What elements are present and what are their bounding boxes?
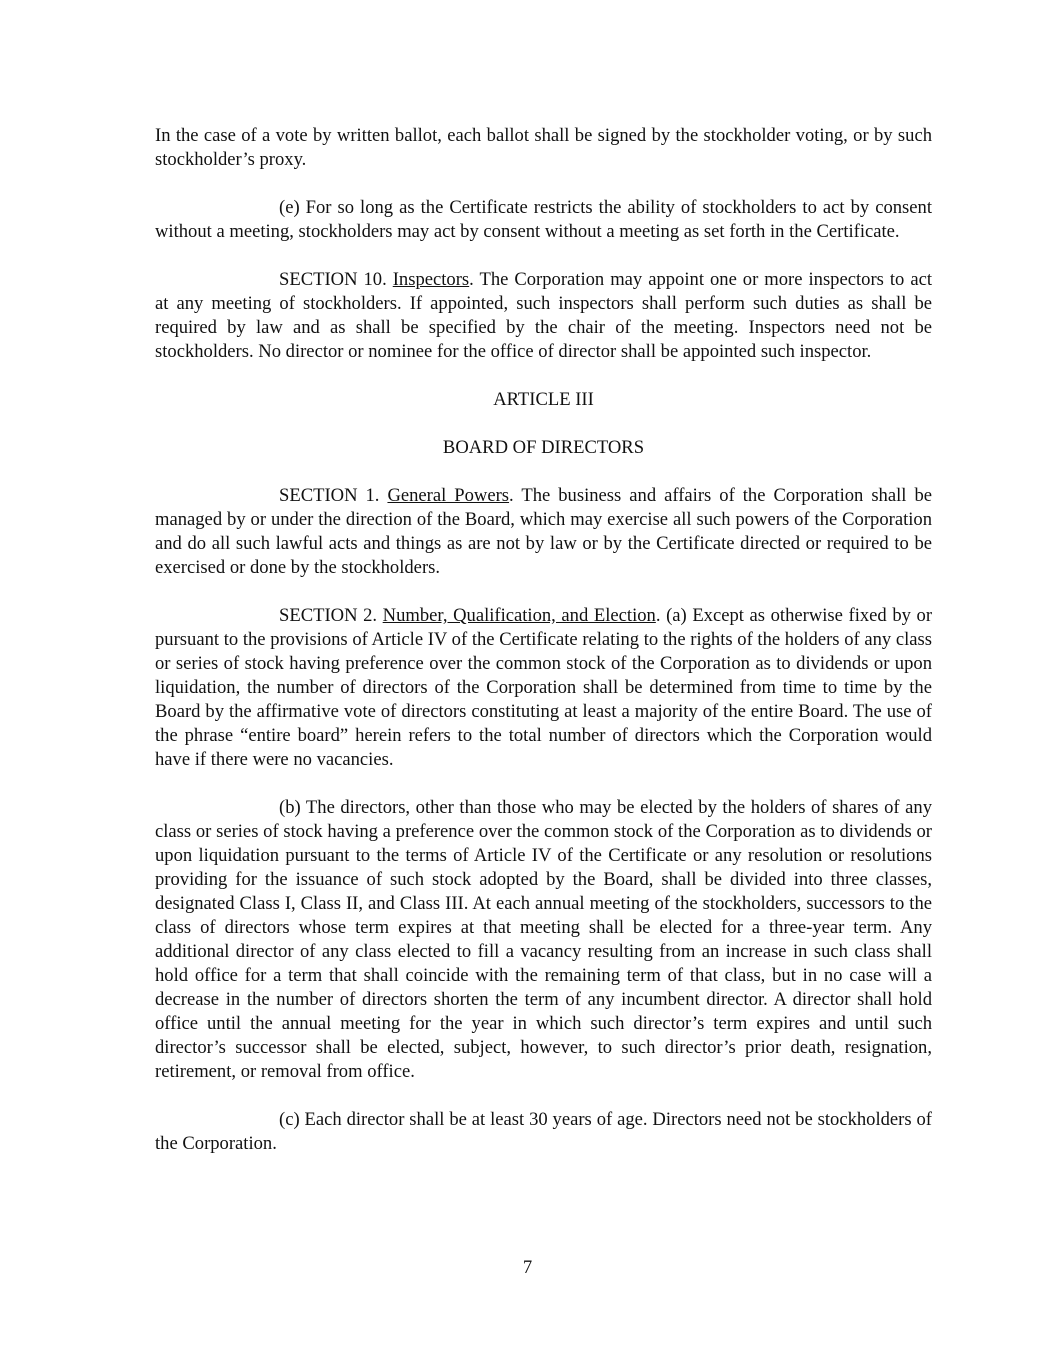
section-1-label: SECTION 1. — [279, 485, 388, 506]
section-10-body: . The Corporation may appoint one or more inspectors to act at any meeting of stockholders. If appointed, such inspectors shall perform such duties as shall be required by law and as shall be specified by the chair of the meeting. Inspectors need not be stockholders. No director or nominee for the office of director shall be appointed such inspector. — [155, 269, 932, 362]
section-1-body: . The business and affairs of the Corporation shall be managed by or under the direction of the Board, which may exercise all such powers of the Corporation and do all such lawful acts and things as are not by law or by the Certificate directed or required to be exercised or done by the stockholders. — [155, 485, 932, 578]
section-1-title: General Powers — [387, 485, 510, 506]
section-2-title: Number, Qualification, and Election — [382, 605, 656, 626]
paragraph-c: (c) Each director shall be at least 30 years of age. Directors need not be stockholders of the Corporation. — [155, 1109, 932, 1154]
section-2-label: SECTION 2. — [279, 605, 383, 626]
section-2-paragraph — [155, 604, 932, 772]
section-10-paragraph — [155, 268, 932, 364]
document-page — [155, 124, 932, 1180]
article-title: BOARD OF DIRECTORS — [442, 437, 645, 458]
paragraph-b: (b) The directors, other than those who may be elected by the holders of shares of any class or series of stock having a preference over the common stock of the Corporation as to dividends or upon liquidation pursuant to the terms of Article IV of the Certificate or any resolution or resolutions providing for the issuance of such stock adopted by the Board, shall be divided into three classes, designated Class I, Class II, and Class III. At each annual meeting of the stockholders, successors to the class of directors whose term expires at that meeting shall be elected for a three-year term. Any additional director of any class elected to fill a vacancy resulting from an increase in such class shall hold office for a term that shall coincide with the remaining term of that class, but in no case will a decrease in the number of directors shorten the term of any incumbent director. A director shall hold office until the annual meeting for the year in which such director’s term expires and until such director’s successor shall be elected, subject, however, to such director’s prior death, resignation, retirement, or removal from office. — [155, 797, 932, 1082]
section-1-paragraph — [155, 484, 932, 580]
paragraph-e: (e) For so long as the Certificate restricts the ability of stockholders to act by consent without a meeting, stockholders may act by consent without a meeting as set forth in the Certificate. — [155, 197, 932, 242]
section-2-body: . (a) Except as otherwise fixed by or pursuant to the provisions of Article IV of the Certificate relating to the rights of the holders of any class or series of stock having preference over the common stock of the Corporation as to dividends or upon liquidation, the number of directors of the Corporation shall be determined from time to time by the Board by the affirmative vote of directors constituting at least a majority of the entire Board. The use of the phrase “entire board” herein refers to the total number of directors which the Corporation would have if there were no vacancies. — [155, 605, 933, 770]
section-10-title: Inspectors — [392, 269, 470, 290]
page-number: 7 — [522, 1257, 533, 1278]
section-10-label: SECTION 10. — [279, 269, 393, 290]
article-heading: ARTICLE III — [493, 389, 594, 410]
paragraph-ballot: In the case of a vote by written ballot, each ballot shall be signed by the stockholder voting, or by such stockholder’s proxy. — [155, 125, 932, 170]
